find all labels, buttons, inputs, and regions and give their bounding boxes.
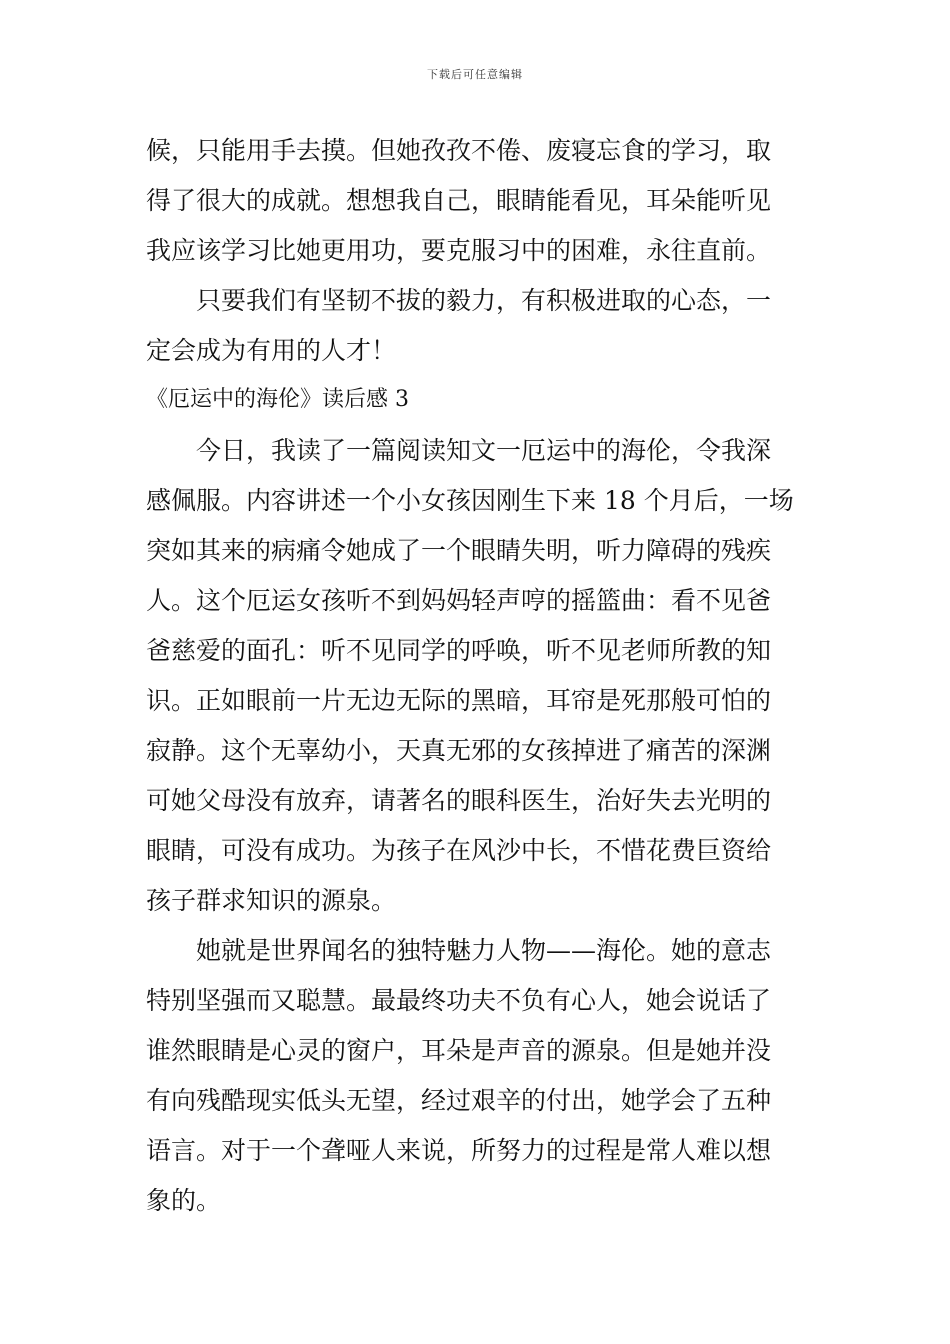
- text-line: 有向残酷现实低头无望，经过艰辛的付出，她学会了五种: [146, 1086, 772, 1115]
- section-title: 《厄运中的海伦》读后感 3: [146, 387, 409, 412]
- text-line: 语言。对于一个聋哑人来说，所努力的过程是常人难以想: [146, 1136, 772, 1165]
- text-line: 候，只能用手去摸。但她孜孜不倦、废寝忘食的学习，取: [146, 136, 772, 165]
- text-line: 谁然眼睛是心灵的窗户，耳朵是声音的源泉。但是她并没: [146, 1036, 772, 1065]
- text-line: 爸慈爱的面孔：听不见同学的呼唤，听不见老师所教的知: [146, 636, 772, 665]
- paragraph-start-line: 她就是世界闻名的独特魅力人物——海伦。她的意志: [196, 936, 772, 965]
- text-line: 特别坚强而又聪慧。最最终功夫不负有心人，她会说话了: [146, 986, 772, 1015]
- paragraph-start-line: 只要我们有坚韧不拔的毅力，有积极进取的心态，一: [196, 286, 772, 315]
- text-line: 人。这个厄运女孩听不到妈妈轻声哼的摇篮曲：看不见爸: [146, 586, 772, 615]
- text-line: 得了很大的成就。想想我自己，眼睛能看见，耳朵能听见: [146, 186, 772, 215]
- text-line: 定会成为有用的人才！: [146, 336, 397, 365]
- page-header: 下载后可任意编辑: [427, 68, 523, 81]
- text-line: 象的。: [146, 1186, 222, 1215]
- paragraph-start-line: 今日，我读了一篇阅读知文一厄运中的海伦，令我深: [196, 436, 772, 465]
- text-line: 寂静。这个无辜幼小，天真无邪的女孩掉进了痛苦的深渊: [146, 736, 772, 765]
- text-line: 孩子群求知识的源泉。: [146, 886, 397, 915]
- text-line: 眼睛，可没有成功。为孩子在风沙中长，不惜花费巨资给: [146, 836, 772, 865]
- text-line: 突如其来的病痛令她成了一个眼睛失明，听力障碍的残疾: [146, 536, 772, 565]
- text-line: 可她父母没有放弃，请著名的眼科医生，治好失去光明的: [146, 786, 772, 815]
- text-line: 感佩服。内容讲述一个小女孩因刚生下来 18 个月后，一场: [146, 486, 794, 515]
- text-line: 识。正如眼前一片无边无际的黑暗，耳帘是死那般可怕的: [146, 686, 772, 715]
- text-line: 我应该学习比她更用功，要克服习中的困难，永往直前。: [146, 236, 772, 265]
- document-body: [146, 126, 811, 1226]
